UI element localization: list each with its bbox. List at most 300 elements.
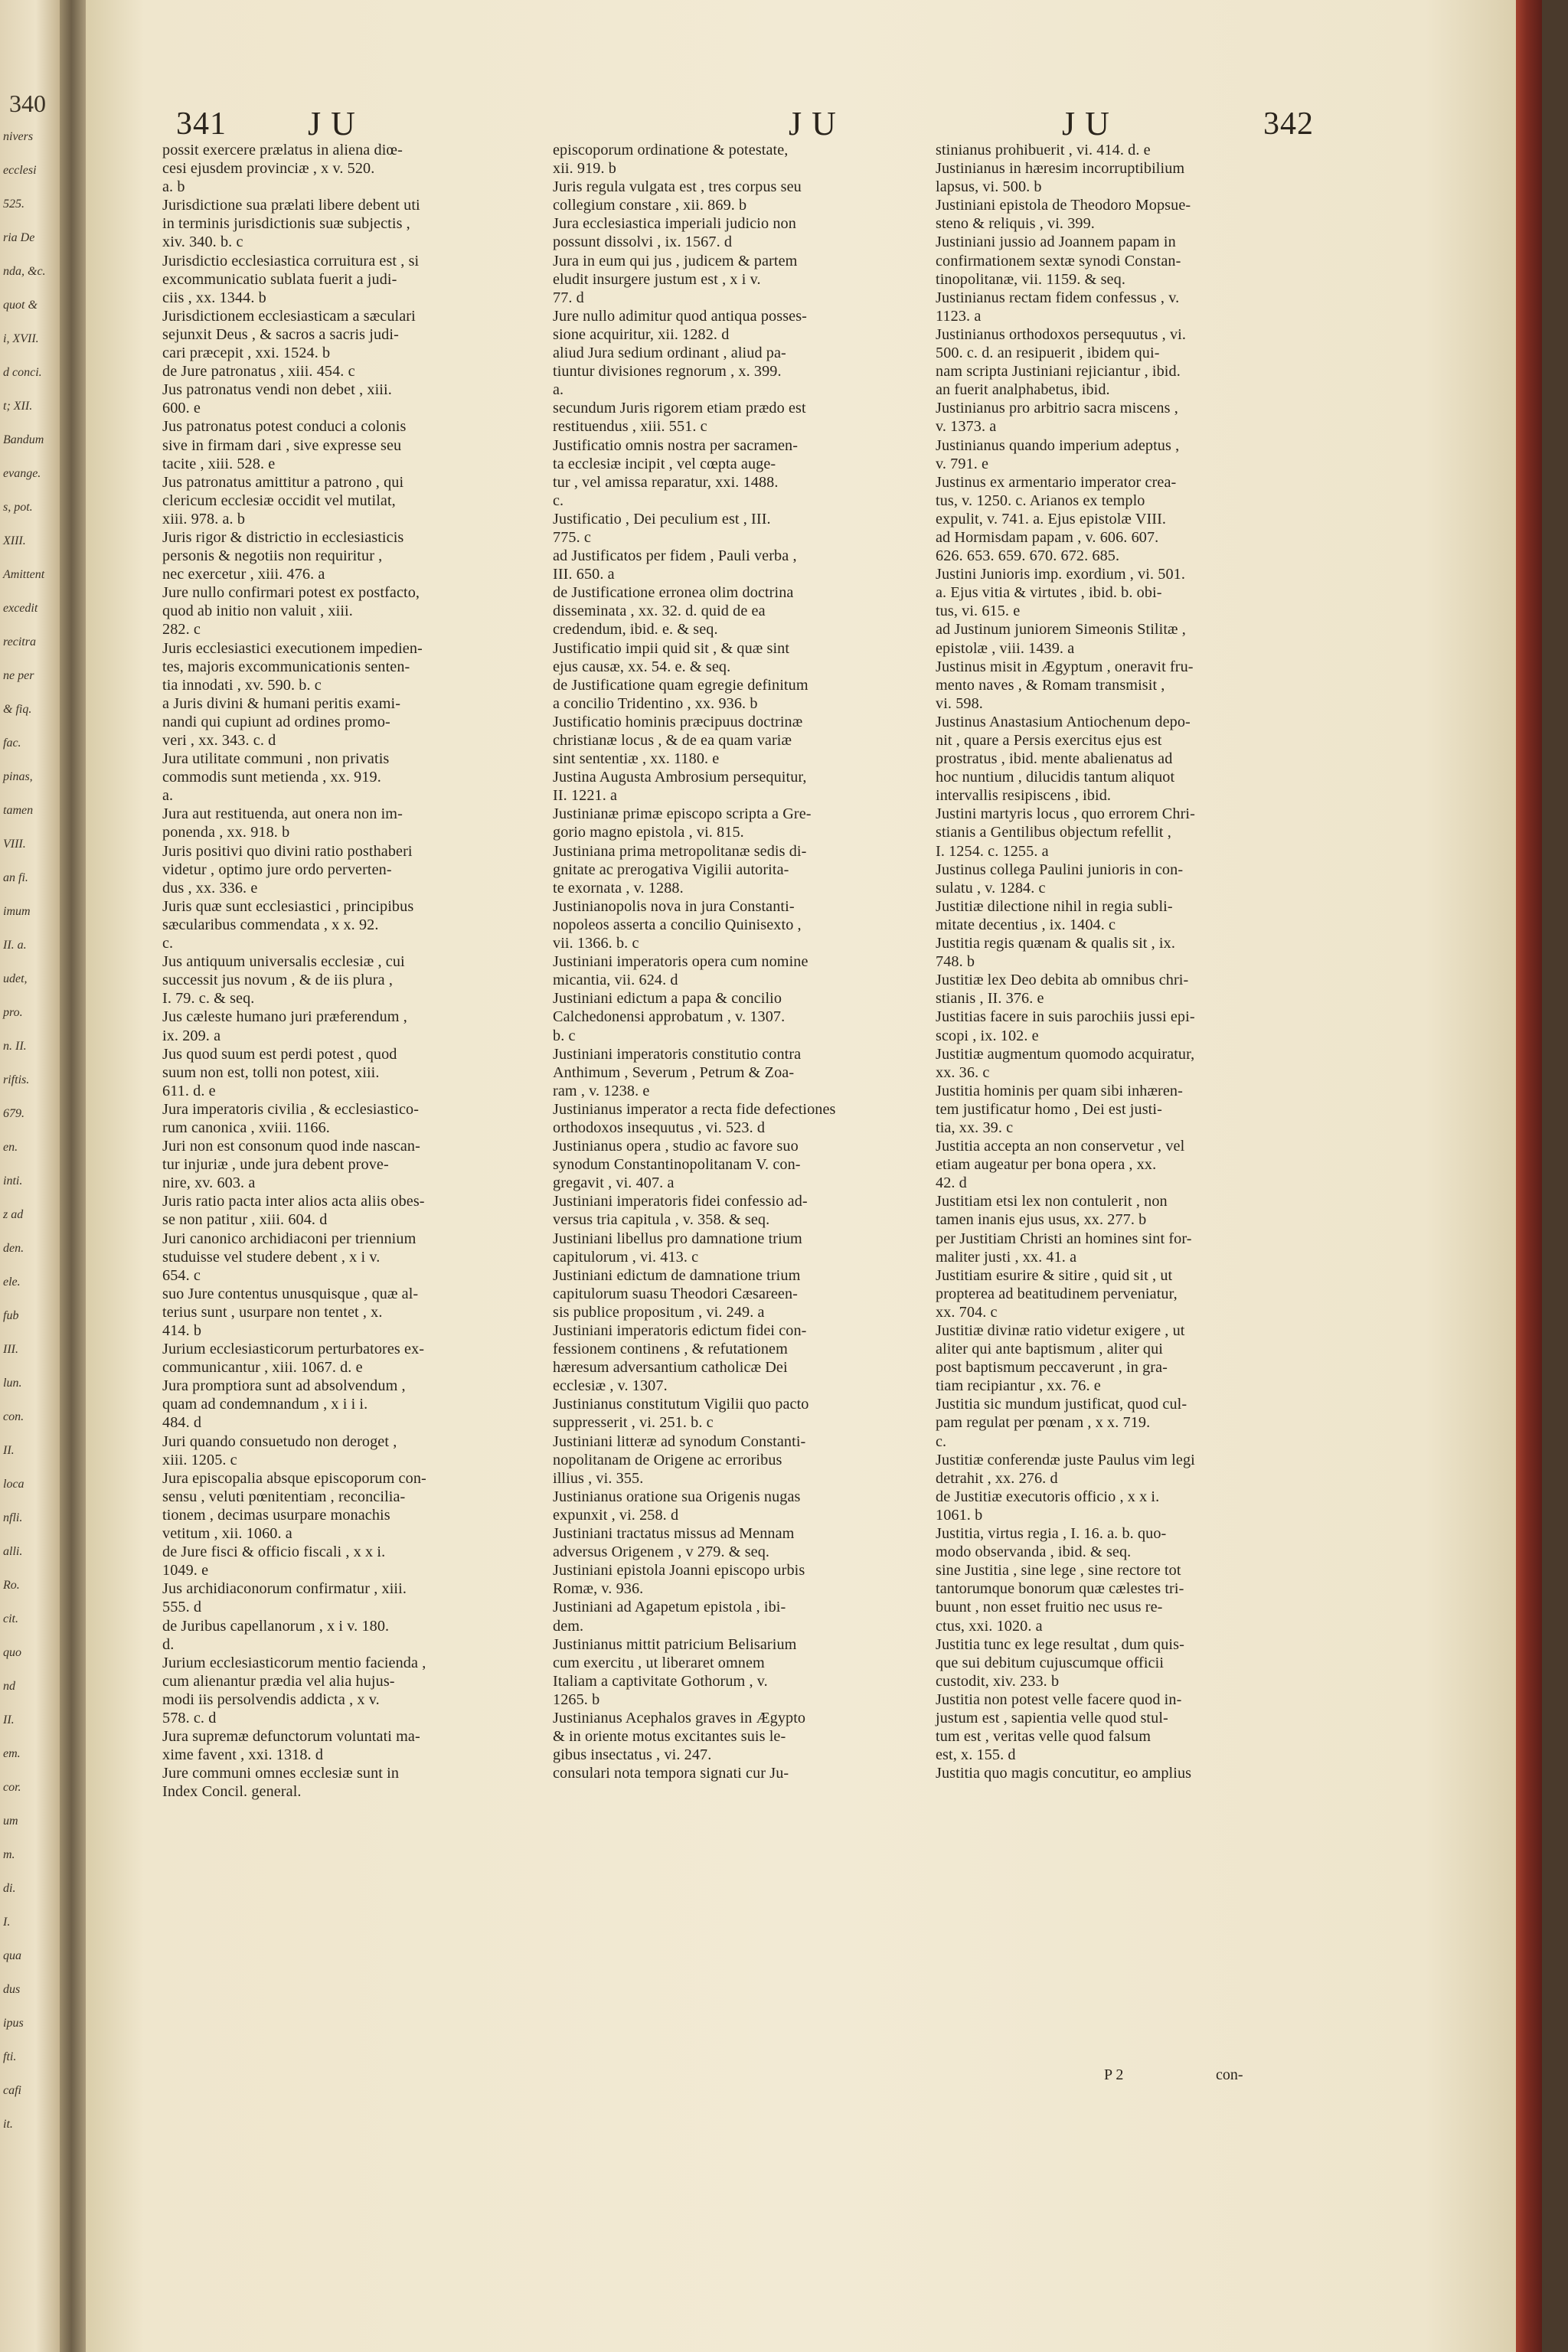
- index-line: Juris rigor & districtio in ecclesiasticis: [162, 528, 404, 546]
- index-line: Justitiæ augmentum quomodo acquiratur,: [936, 1045, 1195, 1063]
- margin-fragment: II.: [3, 1713, 15, 1726]
- index-line: nandi qui cupiunt ad ordines promo-: [162, 713, 390, 730]
- index-line: nec exercetur , xiii. 476. a: [162, 566, 325, 583]
- index-line: 611. d. e: [162, 1082, 216, 1099]
- index-line: III. 650. a: [553, 566, 615, 583]
- index-line: de Juribus capellanorum , x i v. 180.: [162, 1617, 390, 1635]
- book-gutter: [60, 0, 86, 2352]
- running-head-right: J U: [1062, 105, 1110, 142]
- index-line: etiam augeatur per bona opera , xx.: [936, 1156, 1157, 1174]
- margin-fragment: m.: [3, 1848, 15, 1861]
- index-line: de Justitiæ executoris officio , x x i.: [936, 1488, 1160, 1505]
- index-line: 600. e: [162, 400, 201, 417]
- index-line: Juri quando consuetudo non deroget ,: [162, 1432, 397, 1450]
- margin-fragment: cafi: [3, 2084, 21, 2097]
- margin-fragment: VIII.: [3, 838, 26, 851]
- index-line: Justificatio , Dei peculium est , III.: [553, 510, 771, 528]
- index-line: nam scripta Justiniani rejiciantur , ibid.: [936, 363, 1181, 381]
- margin-fragment: tamen: [3, 804, 34, 817]
- margin-fragment: en.: [3, 1141, 18, 1154]
- index-line: ejus causæ, xx. 54. e. & seq.: [553, 658, 731, 675]
- index-line: de Jure patronatus , xiii. 454. c: [162, 363, 355, 381]
- index-line: cari præcepit , xxi. 1524. b: [162, 345, 331, 362]
- index-line: a. b: [162, 178, 185, 196]
- index-line: Jus patronatus potest conduci a colonis: [162, 418, 407, 436]
- index-line: episcoporum ordinatione & potestate,: [553, 142, 789, 158]
- index-line: Justinianus quando imperium adeptus ,: [936, 436, 1180, 454]
- index-line: 748. b: [936, 953, 975, 971]
- index-line: expulit, v. 741. a. Ejus epistolæ VIII.: [936, 510, 1167, 528]
- margin-fragment: n. II.: [3, 1040, 27, 1053]
- index-line: Jus patronatus amittitur a patrono , qui: [162, 473, 404, 491]
- index-line: Justitia accepta an non conservetur , vel: [936, 1138, 1185, 1155]
- index-line: tinopolitanæ, vii. 1159. & seq.: [936, 270, 1125, 288]
- running-head-center: J U: [789, 105, 837, 142]
- margin-fragment: evange.: [3, 467, 41, 480]
- index-line: Jura ecclesiastica imperiali judicio non: [553, 215, 796, 233]
- index-line: 1123. a: [936, 307, 982, 325]
- index-line: Justiniani imperatoris opera cum nomine: [553, 953, 808, 971]
- margin-fragment: it.: [3, 2118, 13, 2131]
- index-line: de Justificatione quam egregie definitum: [553, 676, 808, 694]
- index-line: se non patitur , xiii. 604. d: [162, 1211, 328, 1229]
- index-line: 578. c. d: [162, 1709, 217, 1726]
- index-line: tus, vi. 615. e: [936, 603, 1021, 620]
- margin-fragment: XIII.: [3, 534, 26, 547]
- margin-fragment: dus: [3, 1983, 21, 1996]
- index-line: Justinus collega Paulini junioris in con-: [936, 861, 1184, 878]
- index-line: veri , xx. 343. c. d: [162, 732, 276, 749]
- index-line: b. c: [553, 1027, 576, 1044]
- index-line: Justinianus pro arbitrio sacra miscens ,: [936, 400, 1178, 417]
- index-line: Justiniani imperatoris constitutio contra: [553, 1045, 802, 1063]
- index-line: a Juris divini & humani peritis exami-: [162, 694, 401, 712]
- index-line: possunt dissolvi , ix. 1567. d: [553, 234, 733, 251]
- index-line: Jura supremæ defunctorum voluntati ma-: [162, 1728, 420, 1746]
- index-line: christianæ locus , & de ea quam variæ: [553, 732, 792, 749]
- index-line: Justinus ex armentario imperator crea-: [936, 473, 1177, 491]
- margin-fragment: ele.: [3, 1276, 21, 1289]
- index-page: [86, 0, 1542, 2352]
- running-head-left: J U: [308, 105, 356, 142]
- margin-fragment: pinas,: [3, 770, 33, 783]
- margin-fragment: I.: [3, 1916, 11, 1929]
- index-line: xx. 704. c: [936, 1303, 998, 1321]
- index-line: Justiniani epistola de Theodoro Mopsue-: [936, 197, 1191, 214]
- index-line: a.: [553, 381, 564, 399]
- margin-fragment: 679.: [3, 1107, 24, 1120]
- index-line: 42. d: [936, 1174, 967, 1192]
- index-column-2: [553, 141, 920, 1782]
- index-line: maliter justi , xx. 41. a: [936, 1248, 1077, 1266]
- index-line: nire, xv. 603. a: [162, 1174, 256, 1192]
- index-line: a.: [162, 787, 174, 805]
- index-line: gregavit , vi. 407. a: [553, 1174, 675, 1192]
- index-line: versus tria capitula , v. 358. & seq.: [553, 1211, 770, 1229]
- index-line: sine Justitia , sine lege , sine rectore tot: [936, 1562, 1181, 1579]
- index-line: per Justitiam Christi an homines sint for-: [936, 1230, 1192, 1247]
- index-line: ponenda , xx. 918. b: [162, 824, 290, 841]
- margin-fragment: ne per: [3, 669, 34, 682]
- index-line: Jura episcopalia absque episcoporum con-: [162, 1469, 426, 1487]
- margin-fragment: d conci.: [3, 366, 42, 379]
- index-line: synodum Constantinopolitanam V. con-: [553, 1156, 801, 1174]
- index-line: suum non est, tolli non potest, xiii.: [162, 1063, 380, 1081]
- index-line: de Justificatione erronea olim doctrina: [553, 584, 794, 602]
- index-line: Jura promptiora sunt ad absolvendum ,: [162, 1377, 406, 1395]
- index-line: Justitiæ divinæ ratio videtur exigere , ut: [936, 1322, 1185, 1339]
- index-line: vii. 1366. b. c: [553, 935, 639, 952]
- index-line: 500. c. d. an resipuerit , ibidem qui-: [936, 345, 1160, 362]
- index-line: Juri non est consonum quod inde nascan-: [162, 1138, 420, 1155]
- index-line: Justinianus constitutum Vigilii quo pacto: [553, 1396, 809, 1413]
- index-line: hoc nuntium , dilucidis tantum aliquot: [936, 769, 1175, 786]
- index-line: Justiniani litteræ ad synodum Constanti-: [553, 1432, 806, 1450]
- index-line: scopi , ix. 102. e: [936, 1027, 1039, 1044]
- index-line: Jure nullo adimitur quod antiqua posses-: [553, 307, 807, 325]
- index-line: modo observanda , ibid. & seq.: [936, 1544, 1132, 1561]
- index-line: Index Concil. general.: [162, 1783, 302, 1801]
- index-line: tia, xx. 39. c: [936, 1119, 1014, 1136]
- index-line: commodis sunt metienda , xx. 919.: [162, 769, 381, 786]
- index-line: & in oriente motus excitantes suis le-: [553, 1728, 786, 1746]
- margin-fragment: inti.: [3, 1174, 23, 1187]
- index-line: c.: [936, 1432, 947, 1450]
- index-line: disseminata , xx. 32. d. quid de ea: [553, 603, 766, 620]
- index-line: que sui debitum cujuscumque officii: [936, 1654, 1165, 1671]
- index-line: rum canonica , xviii. 1166.: [162, 1119, 330, 1136]
- index-line: dem.: [553, 1617, 584, 1635]
- index-line: micantia, vii. 624. d: [553, 972, 678, 989]
- margin-fragment: cit.: [3, 1612, 18, 1625]
- index-line: Juri canonico archidiaconi per triennium: [162, 1230, 416, 1247]
- index-line: 1061. b: [936, 1506, 983, 1524]
- margin-fragment: excedit: [3, 602, 38, 615]
- index-line: Jurium ecclesiasticorum perturbatores ex-: [162, 1341, 425, 1358]
- index-line: terius sunt , usurpare non tentet , x.: [162, 1303, 383, 1321]
- index-line: aliud Jura sedium ordinant , aliud pa-: [553, 345, 786, 362]
- margin-fragment: fub: [3, 1309, 19, 1322]
- index-line: an fuerit analphabetus, ibid.: [936, 381, 1110, 399]
- index-line: successit jus novum , & de iis plura ,: [162, 972, 393, 989]
- index-line: Jura imperatoris civilia , & ecclesiastico-: [162, 1100, 420, 1118]
- index-column-1: [162, 141, 530, 1801]
- index-line: Justiniani tractatus missus ad Mennam: [553, 1525, 795, 1543]
- index-line: Justitiæ lex Deo debita ab omnibus chri-: [936, 972, 1189, 989]
- margin-fragment: z ad: [3, 1208, 24, 1221]
- margin-fragment: quo: [3, 1646, 21, 1659]
- index-line: eludit insurgere justum est , x i v.: [553, 270, 761, 288]
- index-line: II. 1221. a: [553, 787, 618, 805]
- index-line: 414. b: [162, 1322, 202, 1339]
- index-line: vi. 598.: [936, 694, 983, 712]
- margin-fragment: um: [3, 1815, 18, 1828]
- index-line: xii. 919. b: [553, 160, 616, 178]
- index-line: videtur , optimo jure ordo perverten-: [162, 861, 392, 878]
- index-line: tia innodati , xv. 590. b. c: [162, 676, 322, 694]
- index-line: 775. c: [553, 528, 591, 546]
- margin-fragment: III.: [3, 1343, 18, 1356]
- index-line: ad Hormisdam papam , v. 606. 607.: [936, 528, 1159, 546]
- index-line: Justitiæ dilectione nihil in regia subli-: [936, 897, 1173, 915]
- index-line: Romæ, v. 936.: [553, 1580, 644, 1598]
- index-line: c.: [162, 935, 174, 952]
- index-line: sensu , veluti pœnitentiam , reconcilia-: [162, 1488, 406, 1505]
- index-line: sint sententiæ , xx. 1180. e: [553, 750, 720, 768]
- index-line: gnitate ac prerogativa Vigilii autorita-: [553, 861, 789, 878]
- index-line: Jura aut restituenda, aut onera non im-: [162, 805, 403, 823]
- index-line: tamen inanis ejus usus, xx. 277. b: [936, 1211, 1147, 1229]
- index-line: Jurisdictionem ecclesiasticam a sæculari: [162, 307, 416, 325]
- index-line: nopolitanam de Origene ac erroribus: [553, 1451, 782, 1468]
- index-line: tum est , veritas velle quod falsum: [936, 1728, 1152, 1746]
- index-line: capitulorum , vi. 413. c: [553, 1248, 699, 1266]
- index-line: cesi ejusdem provinciæ , x v. 520.: [162, 160, 375, 178]
- index-line: ta ecclesiæ incipit , vel cœpta auge-: [553, 455, 776, 472]
- index-line: post baptismum peccaverunt , in gra-: [936, 1359, 1168, 1377]
- index-line: 654. c: [162, 1266, 201, 1284]
- margin-fragment: loca: [3, 1478, 24, 1491]
- index-line: Justinianus opera , studio ac favore suo: [553, 1138, 799, 1155]
- index-line: ad Justinum juniorem Simeonis Stilitæ ,: [936, 621, 1186, 639]
- index-line: aliter qui ante baptismum , aliter qui: [936, 1341, 1164, 1358]
- index-line: xiv. 340. b. c: [162, 234, 243, 251]
- index-line: Justinianus oratione sua Origenis nugas: [553, 1488, 801, 1505]
- index-line: confirmationem sextæ synodi Constan-: [936, 252, 1181, 270]
- index-line: Italiam a captivitate Gothorum , v.: [553, 1672, 768, 1690]
- margin-fragment: nivers: [3, 130, 34, 143]
- index-column-3: [936, 141, 1303, 1782]
- index-line: sæcularibus commendata , x x. 92.: [162, 916, 379, 933]
- index-line: tiuntur divisiones regnorum , x. 399.: [553, 363, 782, 381]
- previous-page-number: 340: [9, 90, 46, 117]
- index-line: Justina Augusta Ambrosium persequitur,: [553, 769, 807, 786]
- margin-fragment: II.: [3, 1444, 15, 1457]
- index-line: Justificatio omnis nostra per sacramen-: [553, 436, 799, 454]
- index-line: Justinianus rectam fidem confessus , v.: [936, 289, 1180, 306]
- index-line: nopoleos asserta a concilio Quinisexto ,: [553, 916, 802, 933]
- page-number-right: 342: [1263, 106, 1314, 142]
- index-line: lapsus, vi. 500. b: [936, 178, 1042, 196]
- index-line: Jure nullo confirmari potest ex postfacto,: [162, 584, 420, 602]
- margin-fragment: an fi.: [3, 871, 28, 884]
- index-line: Justiniani libellus pro damnatione trium: [553, 1230, 802, 1247]
- index-line: Justitia hominis per quam sibi inhæren-: [936, 1082, 1183, 1099]
- index-line: Justinianæ primæ episcopo scripta a Gre-: [553, 805, 812, 823]
- index-line: mitate decentius , ix. 1404. c: [936, 916, 1116, 933]
- margin-fragment: alli.: [3, 1545, 23, 1558]
- signature-mark: P 2: [1104, 2066, 1124, 2083]
- index-line: suppresserit , vi. 251. b. c: [553, 1414, 714, 1432]
- index-line: xime favent , xxi. 1318. d: [162, 1746, 324, 1764]
- index-line: est, x. 155. d: [936, 1746, 1016, 1764]
- index-line: detrahit , xx. 276. d: [936, 1469, 1058, 1487]
- index-line: stianis , II. 376. e: [936, 990, 1044, 1008]
- index-line: tem justificatur homo , Dei est justi-: [936, 1100, 1162, 1118]
- index-line: tur injuriæ , unde jura debent prove-: [162, 1156, 389, 1174]
- index-line: Juris ratio pacta inter alios acta aliis obes-: [162, 1193, 425, 1210]
- index-line: Jus archidiaconorum confirmatur , xiii.: [162, 1580, 407, 1598]
- index-line: Justiniani ad Agapetum epistola , ibi-: [553, 1599, 786, 1616]
- margin-fragment: ecclesi: [3, 164, 37, 177]
- index-line: Justinianus Acephalos graves in Ægypto: [553, 1709, 806, 1726]
- index-line: justum est , sapientia velle quod stul-: [936, 1709, 1168, 1726]
- index-line: Justiniani edictum de damnatione trium: [553, 1266, 801, 1284]
- margin-fragment: quot &: [3, 299, 38, 312]
- index-line: Juris positivi quo divini ratio posthaberi: [162, 842, 413, 860]
- index-line: tes, majoris excommunicationis senten-: [162, 658, 410, 675]
- index-line: Juris ecclesiastici executionem impedien-: [162, 639, 423, 657]
- index-line: modi iis persolvendis addicta , x v.: [162, 1690, 380, 1708]
- page-number-left: 341: [176, 106, 227, 142]
- margin-fragment: cor.: [3, 1781, 21, 1794]
- margin-fragment: & fiq.: [3, 703, 32, 716]
- margin-fragment: i, XVII.: [3, 332, 39, 345]
- index-line: communicantur , xiii. 1067. d. e: [162, 1359, 363, 1377]
- index-line: gibus insectatus , vi. 247.: [553, 1746, 712, 1764]
- index-line: v. 791. e: [936, 455, 989, 472]
- index-line: Jurium ecclesiasticorum mentio facienda ,: [162, 1654, 426, 1671]
- index-line: Juris regula vulgata est , tres corpus seu: [553, 178, 802, 196]
- index-line: Jus quod suum est perdi potest , quod: [162, 1045, 397, 1063]
- index-line: Justiniani imperatoris fidei confessio ad-: [553, 1193, 808, 1210]
- index-line: xiii. 978. a. b: [162, 510, 246, 528]
- index-line: restituendus , xiii. 551. c: [553, 418, 707, 436]
- margin-fragment: lun.: [3, 1377, 22, 1390]
- margin-fragment: nd: [3, 1680, 15, 1693]
- margin-fragment: fac.: [3, 737, 21, 750]
- margin-fragment: 525.: [3, 198, 24, 211]
- margin-fragment: ipus: [3, 2017, 24, 2030]
- index-line: Justificatio impii quid sit , & quæ sint: [553, 639, 790, 657]
- index-line: Justificatio hominis præcipuus doctrinæ: [553, 713, 803, 730]
- margin-fragment: qua: [3, 1949, 21, 1962]
- index-line: illius , vi. 355.: [553, 1469, 644, 1487]
- margin-fragment: fti.: [3, 2050, 17, 2063]
- index-line: Jura utilitate communi , non privatis: [162, 750, 390, 768]
- margin-fragment: udet,: [3, 972, 28, 985]
- index-line: Justiniani jussio ad Joannem papam in: [936, 234, 1176, 251]
- index-line: tacite , xiii. 528. e: [162, 455, 276, 472]
- index-line: sive in firmam dari , sive expresse seu: [162, 436, 402, 454]
- index-line: epistolæ , viii. 1439. a: [936, 639, 1075, 657]
- index-line: Jura in eum qui jus , judicem & partem: [553, 252, 798, 270]
- index-line: Anthimum , Severum , Petrum & Zoa-: [553, 1063, 795, 1081]
- index-line: Justitiam etsi lex non contulerit , non: [936, 1193, 1168, 1210]
- index-line: Justiniani epistola Joanni episcopo urbis: [553, 1562, 805, 1579]
- index-line: Jurisdictione sua prælati libere debent uti: [162, 197, 420, 214]
- index-line: 1049. e: [162, 1562, 209, 1579]
- index-line: in terminis jurisdictionis suæ subjectis ,: [162, 215, 410, 233]
- catchword: con-: [1216, 2066, 1243, 2083]
- margin-fragment: Amittent: [3, 568, 45, 581]
- index-line: Justitia tunc ex lege resultat , dum quis-: [936, 1635, 1184, 1653]
- index-line: sione acquiritur, xii. 1282. d: [553, 325, 730, 343]
- index-line: a concilio Tridentino , xx. 936. b: [553, 694, 758, 712]
- index-line: te exornata , v. 1288.: [553, 879, 684, 897]
- index-line: 282. c: [162, 621, 201, 639]
- index-line: Justitias facere in suis parochiis jussi epi-: [936, 1008, 1195, 1026]
- index-line: pam regulat per pœnam , x x. 719.: [936, 1414, 1151, 1432]
- index-line: personis & negotiis non requiritur ,: [162, 547, 383, 565]
- index-line: secundum Juris rigorem etiam prædo est: [553, 400, 806, 417]
- margin-fragment: con.: [3, 1410, 24, 1423]
- index-line: 1265. b: [553, 1690, 600, 1708]
- margin-fragment: t; XII.: [3, 400, 33, 413]
- index-line: de Jure fisci & officio fiscali , x x i.: [162, 1544, 386, 1561]
- margin-fragment: ria De: [3, 231, 35, 244]
- index-line: hæresum adversantium catholicæ Dei: [553, 1359, 788, 1377]
- index-line: Justinianus orthodoxos persequutus , vi.: [936, 325, 1186, 343]
- index-line: Justiniani imperatoris edictum fidei con-: [553, 1322, 807, 1339]
- index-line: Justitia non potest velle facere quod in-: [936, 1690, 1182, 1708]
- index-line: 626. 653. 659. 670. 672. 685.: [936, 547, 1120, 565]
- index-line: Justitia sic mundum justificat, quod cul-: [936, 1396, 1187, 1413]
- index-line: Justitia regis quænam & qualis sit , ix.: [936, 935, 1175, 952]
- index-line: Calchedonensi approbatum , v. 1307.: [553, 1008, 786, 1026]
- index-line: suo Jure contentus unusquisque , quæ al-: [162, 1285, 419, 1302]
- index-line: excommunicatio sublata fuerit a judi-: [162, 270, 397, 288]
- margin-fragment: em.: [3, 1747, 21, 1760]
- index-line: orthodoxos insequutus , vi. 523. d: [553, 1119, 766, 1136]
- margin-fragment: riftis.: [3, 1073, 30, 1086]
- index-line: tur , vel amissa reparatur, xxi. 1488.: [553, 473, 779, 491]
- index-line: custodit, xiv. 233. b: [936, 1672, 1060, 1690]
- index-line: ram , v. 1238. e: [553, 1082, 650, 1099]
- index-line: I. 1254. c. 1255. a: [936, 842, 1049, 860]
- index-line: Justinianus mittit patricium Belisarium: [553, 1635, 797, 1653]
- index-line: propterea ad beatitudinem perveniatur,: [936, 1285, 1178, 1302]
- index-line: gorio magno epistola , vi. 815.: [553, 824, 744, 841]
- margin-fragment: recitra: [3, 635, 36, 648]
- index-line: expunxit , vi. 258. d: [553, 1506, 679, 1524]
- index-line: stinianus prohibuerit , vi. 414. d. e: [936, 142, 1151, 158]
- index-line: Jus cæleste humano juri præferendum ,: [162, 1008, 407, 1026]
- index-line: credendum, ibid. e. & seq.: [553, 621, 718, 639]
- index-line: intervallis resipiscens , ibid.: [936, 787, 1112, 805]
- index-line: consulari nota tempora signati cur Ju-: [553, 1765, 789, 1782]
- margin-fragment: nfli.: [3, 1511, 23, 1524]
- index-line: Jus antiquum universalis ecclesiæ , cui: [162, 953, 405, 971]
- index-line: xx. 36. c: [936, 1063, 990, 1081]
- book-cover-edge: [1516, 0, 1542, 2352]
- index-line: Justitia quo magis concutitur, eo amplius: [936, 1765, 1192, 1782]
- index-line: fessionem continens , & refutationem: [553, 1341, 788, 1358]
- index-line: adversus Origenem , v 279. & seq.: [553, 1544, 770, 1561]
- index-line: capitulorum suasu Theodori Cæsareen-: [553, 1285, 798, 1302]
- index-line: dus , xx. 336. e: [162, 879, 258, 897]
- index-line: Jus patronatus vendi non debet , xiii.: [162, 381, 392, 399]
- index-line: Justitia, virtus regia , I. 16. a. b. quo-: [936, 1525, 1167, 1543]
- index-line: Justinianus in hæresim incorruptibilium: [936, 160, 1185, 178]
- index-line: studuisse vel studere debent , x i v.: [162, 1248, 381, 1266]
- index-line: Justitiæ conferendæ juste Paulus vim legi: [936, 1451, 1195, 1468]
- index-line: Jure communi omnes ecclesiæ sunt in: [162, 1765, 400, 1782]
- index-line: Justinus misit in Ægyptum , oneravit fru-: [936, 658, 1194, 675]
- index-line: Jurisdictio ecclesiastica corruitura est , si: [162, 252, 420, 270]
- index-line: 77. d: [553, 289, 584, 306]
- index-line: Justinianopolis nova in jura Constanti-: [553, 897, 795, 915]
- index-line: tiam recipiantur , xx. 76. e: [936, 1377, 1101, 1395]
- margin-fragment: Ro.: [3, 1579, 20, 1592]
- index-line: mento naves , & Romam transmisit ,: [936, 676, 1165, 694]
- index-line: ciis , xx. 1344. b: [162, 289, 266, 306]
- index-line: xiii. 1205. c: [162, 1451, 237, 1468]
- margin-fragment: nda, &c.: [3, 265, 46, 278]
- margin-fragment: den.: [3, 1242, 24, 1255]
- index-line: Justiniani edictum a papa & concilio: [553, 990, 782, 1008]
- index-line: nit , quare a Persis exercitus ejus est: [936, 732, 1162, 749]
